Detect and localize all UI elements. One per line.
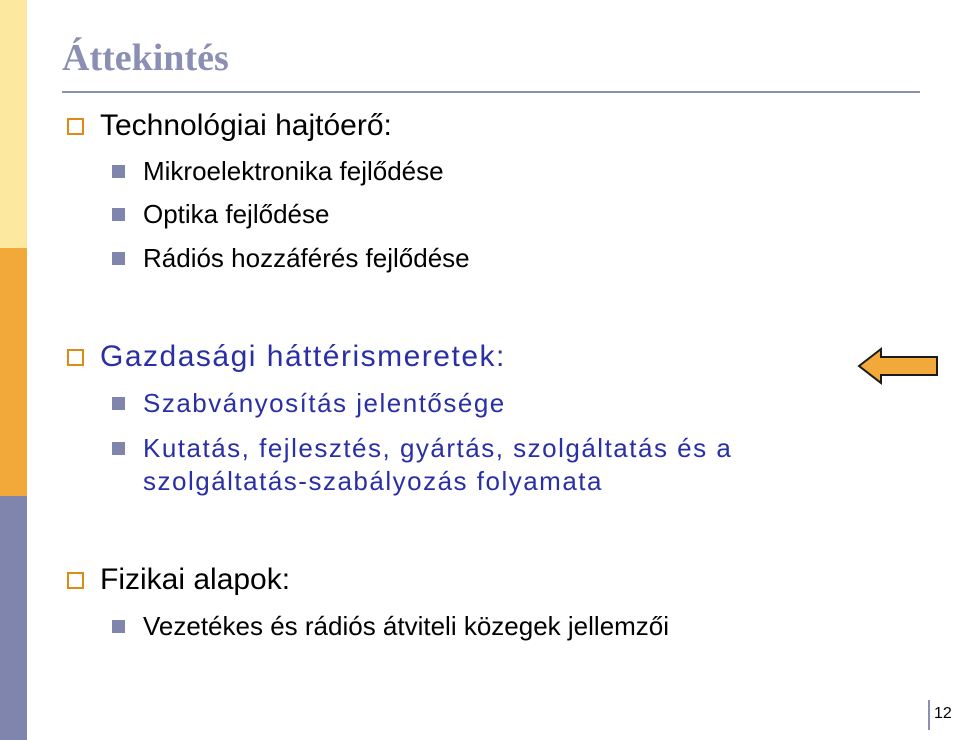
sub-bullet-icon (112, 165, 125, 178)
page-number: 12 (934, 705, 952, 722)
title-underline (62, 91, 920, 93)
sub-bullet-icon (112, 397, 125, 410)
side-bar-top (0, 0, 27, 248)
sub-bullet-icon (112, 208, 125, 221)
side-bar-bottom (0, 496, 27, 740)
slide-title: Áttekintés (62, 37, 229, 79)
section-bullet-icon (67, 118, 84, 135)
section-bullet-icon (67, 572, 84, 589)
sub-bullet-icon (112, 442, 125, 455)
list-item-continuation: szolgáltatás-szabályozás folyamata (143, 466, 603, 496)
list-item: Kutatás, fejlesztés, gyártás, szolgáltatás és a (143, 433, 733, 463)
list-item: Rádiós hozzáférés fejlődése (143, 243, 470, 273)
side-bar-middle (0, 248, 27, 496)
section-bullet-icon (67, 349, 84, 366)
list-item: Vezetékes és rádiós átviteli közegek jellemzői (143, 611, 670, 641)
section-heading-technology: Technológiai hajtóerő: (100, 109, 392, 142)
sub-bullet-icon (112, 252, 125, 265)
sub-bullet-icon (112, 620, 125, 633)
left-arrow-icon (855, 345, 941, 387)
list-item: Mikroelektronika fejlődése (143, 156, 444, 186)
list-item: Optika fejlődése (143, 199, 330, 229)
section-heading-physics: Fizikai alapok: (100, 563, 291, 596)
list-item: Szabványosítás jelentősége (143, 388, 506, 418)
section-heading-economy: Gazdasági háttérismeretek: (100, 340, 506, 373)
